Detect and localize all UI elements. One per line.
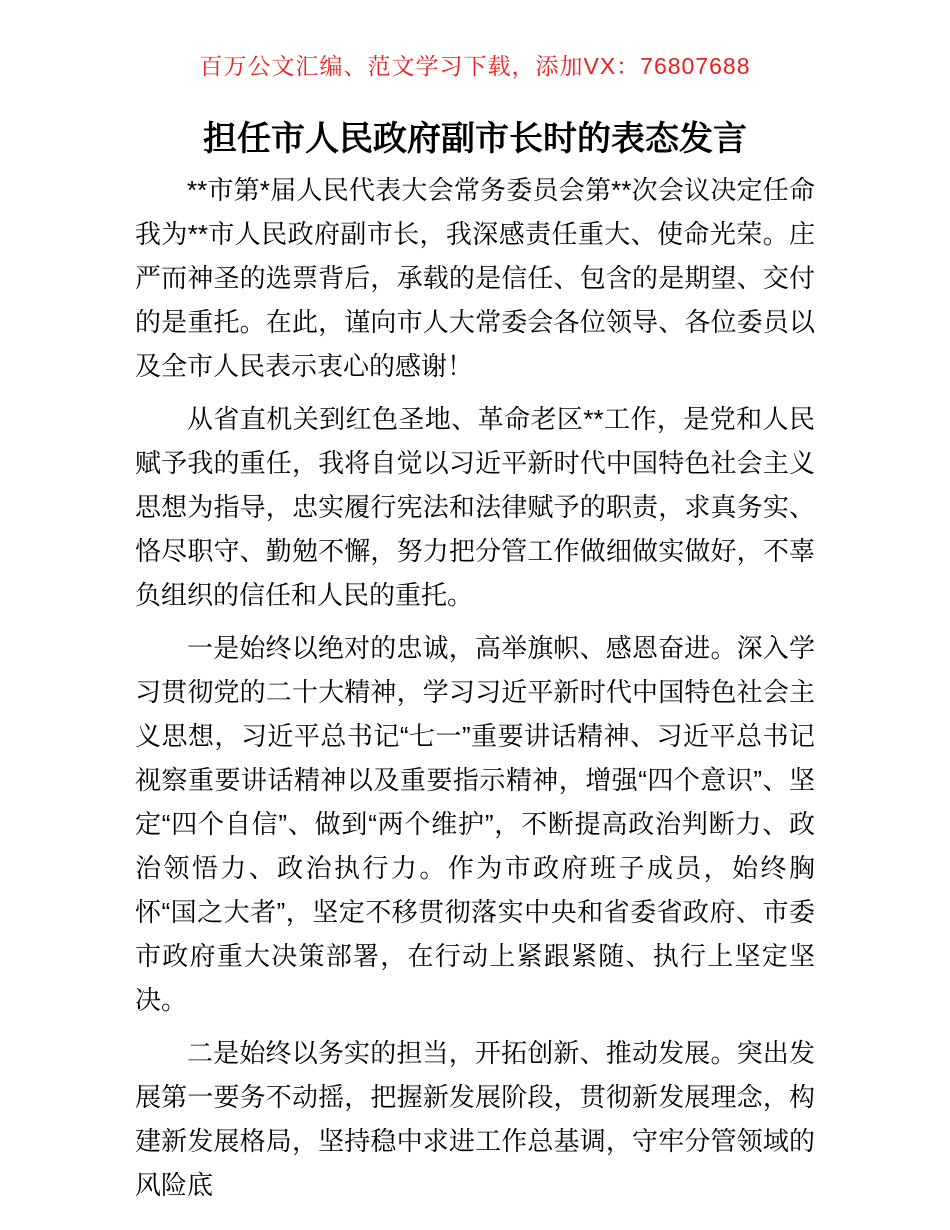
paragraph-point-two: 二是始终以务实的担当，开拓创新、推动发展。突出发展第一要务不动摇，把握新发展阶段，贯彻新发展理念，构建新发展格局，坚持稳中求进工作总基调，守牢分管领域的风险底 (135, 1038, 815, 1200)
paragraph-point-one: 一是始终以绝对的忠诚，高举旗帜、感恩奋进。深入学习贯彻党的二十大精神，学习习近平新时代中国特色社会主义思想，习近平总书记“七一”重要讲话精神、习近平总书记视察重要讲话精神以及重要指示精神，增强“四个意识”、坚定“四个自信”、做到“两个维护”，不断提高政治判断力、政治领悟力、政治执行力。作为市政府班子成员，始终胸怀“国之大者”，坚定不移贯彻落实中央和省委省政府、市委市政府重大决策部署，在行动上紧跟紧随、执行上坚定坚决。 (135, 633, 815, 1015)
paragraph-commitment: 从省直机关到红色圣地、革命老区**工作，是党和人民赋予我的重任，我将自觉以习近平新时代中国特色社会主义思想为指导，忠实履行宪法和法律赋予的职责，求真务实、恪尽职守、勤勉不懈，努力把分管工作做细做实做好，不辜负组织的信任和人民的重托。 (135, 404, 815, 610)
header-promo-text: 百万公文汇编、范文学习下载，添加VX：76807688 (199, 53, 751, 79)
paragraph-intro: **市第*届人民代表大会常务委员会第**次会议决定任命我为**市人民政府副市长，我深感责任重大、使命光荣。庄严而神圣的选票背后，承载的是信任、包含的是期望、交付的是重托。在此，谨向市人大常委会各位领导、各位委员以及全市人民表示衷心的感谢！ (135, 175, 815, 381)
document-title: 担任市人民政府副市长时的表态发言 (203, 120, 747, 158)
document-body (135, 168, 815, 1216)
